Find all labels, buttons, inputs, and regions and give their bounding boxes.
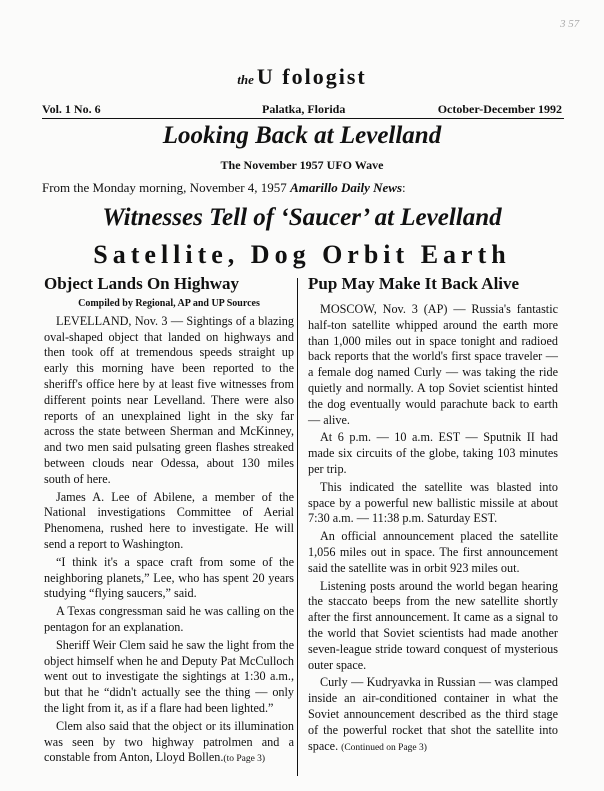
left-paragraph: A Texas congressman said he was calling on the pentagon for an explanation.: [44, 604, 294, 634]
left-paragraph: Clem also said that the object or its illumination was seen by two highway patrolmen and a constable from Anton, Lloyd Bollen.: [44, 718, 294, 765]
source-suffix: :: [402, 180, 406, 195]
masthead-title: U fologist: [256, 64, 367, 89]
right-article: [308, 274, 558, 756]
issue-date: October-December 1992: [437, 102, 562, 116]
headline-satellite: Satellite, Dog Orbit Earth: [93, 240, 511, 269]
source-line: [42, 180, 562, 196]
left-article-heading: Object Lands On Highway: [44, 274, 240, 293]
left-paragraph: Sheriff Weir Clem said he saw the light from the object himself when he and Deputy Pat McCulloch went out to investigate the sightings at 1:30 a.m., but that he “didn't actually see the thing — only the light from it, as if a flare had been lighted.”: [44, 637, 294, 715]
headline-witnesses: Witnesses Tell of ‘Saucer’ at Levelland: [102, 204, 502, 231]
publication-place: Palatka, Florida: [262, 102, 346, 116]
volume-number: Vol. 1 No. 6: [42, 102, 101, 116]
right-continued: (Continued on Page 3): [341, 742, 427, 753]
left-paragraph: “I think it's a space craft from some of the neighboring planets,” Lee, who has spent 20 years studying “flying saucers,” said.: [44, 554, 294, 601]
column-divider: [297, 278, 298, 776]
masthead-rule: [42, 118, 564, 119]
headline-main: Looking Back at Levelland: [162, 122, 442, 149]
right-paragraph: MOSCOW, Nov. 3 (AP) — Russia's fantastic half-ton satellite whipped around the earth more than 1,000 miles out in space tonight and radioed back reports that the world's first space traveler — a female dog named Curly — was taking the ride quietly and normally. A top Soviet scientist hinted the dog eventually would parachute back to earth — alive.: [308, 302, 558, 427]
left-paragraph: LEVELLAND, Nov. 3 — Sightings of a blazing oval-shaped object that landed on highways and then took off at tremendous speeds straight up early this morning have been reported to the sheriff's office here by at least five witnesses from different points near Levelland. There were also reports of an unexplained light in the sky far across the state between Sherman and McKinney, and two men said pulsating green flashes streaked between clouds near Odessa, about 130 miles south of here.: [44, 313, 294, 486]
right-paragraph: An official announcement placed the satellite 1,056 miles out in space. The first announcement said the satellite was in orbit 923 miles out.: [308, 529, 558, 575]
left-article: [44, 274, 294, 768]
left-continued: (to Page 3): [223, 754, 266, 765]
right-paragraph: Curly — Kudryavka in Russian — was clamped inside an air-conditioned container in what the Soviet announcement described as the third stage of the powerful rocket that shot the satellite into space.: [308, 675, 558, 753]
right-paragraph: At 6 p.m. — 10 a.m. EST — Sputnik II had made six circuits of the globe, taking 103 minutes per trip.: [308, 430, 558, 476]
right-paragraph: This indicated the satellite was blasted into space by a powerful new ballistic missile at about 7:30 a.m. — 11:38 p.m. Saturday EST.: [308, 479, 558, 526]
left-paragraph-last: [44, 719, 294, 768]
source-prefix: From the Monday morning, November 4, 1957: [42, 180, 291, 195]
right-paragraph: Listening posts around the world began hearing the staccato beeps from the new satellite shortly after the first announcement. It came as a signal to the world that Soviet scientists had made another seven-league stride toward conquest of mysterious outer space.: [308, 578, 558, 672]
left-article-credit: Compiled by Regional, AP and UP Sources: [78, 298, 260, 309]
left-paragraph: James A. Lee of Abilene, a member of the National investigations Committee of Aerial Phenomena, rushed here to investigate. He will send a report to Washington.: [44, 489, 294, 551]
masthead: [0, 64, 604, 90]
subhead: The November 1957 UFO Wave: [220, 158, 384, 172]
right-paragraph-last: [308, 675, 558, 756]
handwritten-page-note: 3 57: [560, 18, 580, 30]
source-paper: Amarillo Daily News: [290, 180, 403, 195]
right-article-heading: Pup May Make It Back Alive: [308, 274, 520, 293]
masthead-the: the: [237, 72, 254, 87]
